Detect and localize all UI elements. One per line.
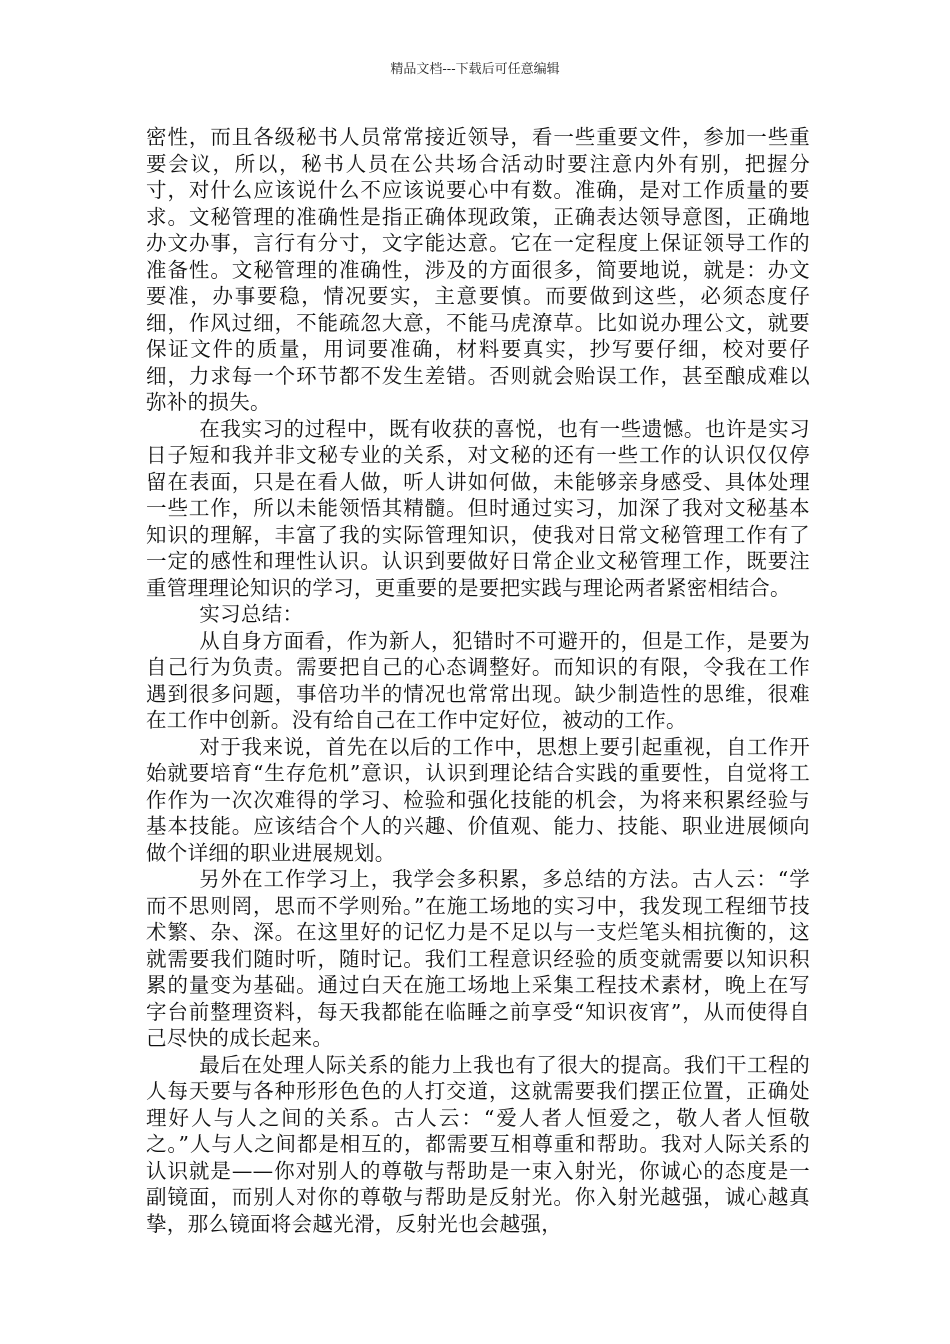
page-header: 精品文档---下载后可任意编辑 bbox=[390, 62, 560, 77]
paragraph-continued: 密性，而且各级秘书人员常常接近领导，看一些重要文件，参加一些重要会议，所以，秘书人员在公共场合活动时要注意内外有别，把握分寸，对什么应该说什么不应该说要心中有数。准确，是对工作质量的要求。文秘管理的准确性是指正确体现政策，正确表达领导意图，正确地办文办事，言行有分寸，文字能达意。它在一定程度上保证领导工作的准备性。文秘管理的准确性，涉及的方面很多，简要地说，就是：办文要准，办事要稳，情况要实，主意要慎。而要做到这些，必须态度仔细，作风过细，不能疏忽大意，不能马虎潦草。比如说办理公文，就要保证文件的质量，用词要准确，材料要真实，抄写要仔细，校对要仔细，力求每一个环节都不发生差错。否则就会贻误工作，甚至酿成难以弥补的损失。 bbox=[146, 125, 810, 414]
paragraph-learning-method: 另外在工作学习上，我学会多积累，多总结的方法。古人云：“学而不思则罔，思而不学则殆。”在施工场地的实习中，我发现工程细节技术繁、杂、深。在这里好的记忆力是不足以与一支烂笔头相抗衡的，这就需要我们随时听，随时记。我们工程意识经验的质变就需要以知识积累的量变为基础。通过白天在施工场地上采集工程技术素材，晚上在写字台前整理资料，每天我都能在临睡之前享受“知识夜宵”，从而使得自己尽快的成长起来。 bbox=[146, 867, 810, 1050]
document-body bbox=[146, 124, 810, 1237]
paragraph-internship-reflection: 在我实习的过程中，既有收获的喜悦，也有一些遗憾。也许是实习日子短和我并非文秘专业的关系，对文秘的还有一些工作的认识仅仅停留在表面，只是在看人做，听人讲如何做，未能够亲身感受、具体处理一些工作，所以未能领悟其精髓。但时通过实习，加深了我对文秘基本知识的理解，丰富了我的实际管理知识，使我对日常文秘管理工作有了一定的感性和理性认识。认识到要做好日常企业文秘管理工作，既要注重管理理论知识的学习，更重要的是要把实践与理论两者紧密相结合。 bbox=[146, 416, 810, 600]
section-heading-summary: 实习总结： bbox=[199, 602, 304, 626]
paragraph-future-plan: 对于我来说，首先在以后的工作中，思想上要引起重视，自工作开始就要培育“生存危机”意识，认识到理论结合实践的重要性，自觉将工作作为一次次难得的学习、检验和强化技能的机会，为将来积累经验与基本技能。应该结合个人的兴趣、价值观、能力、技能、职业进展倾向做个详细的职业进展规划。 bbox=[146, 734, 810, 865]
paragraph-self-assessment: 从自身方面看，作为新人，犯错时不可避开的，但是工作，是要为自己行为负责。需要把自己的心态调整好。而知识的有限，令我在工作遇到很多问题，事倍功半的情况也常常出现。缺少制造性的思维，很难在工作中创新。没有给自己在工作中定好位，被动的工作。 bbox=[146, 628, 810, 732]
paragraph-interpersonal: 最后在处理人际关系的能力上我也有了很大的提高。我们干工程的人每天要与各种形形色色的人打交道，这就需要我们摆正位置，正确处理好人与人之间的关系。古人云：“爱人者人恒爱之，敬人者人恒敬之。”人与人之间都是相互的，都需要互相尊重和帮助。我对人际关系的认识就是——你对别人的尊敬与帮助是一束入射光，你诚心的态度是一副镜面，而别人对你的尊敬与帮助是反射光。你入射光越强，诚心越真挚，那么镜面将会越光滑，反射光也会越强， bbox=[146, 1052, 810, 1236]
